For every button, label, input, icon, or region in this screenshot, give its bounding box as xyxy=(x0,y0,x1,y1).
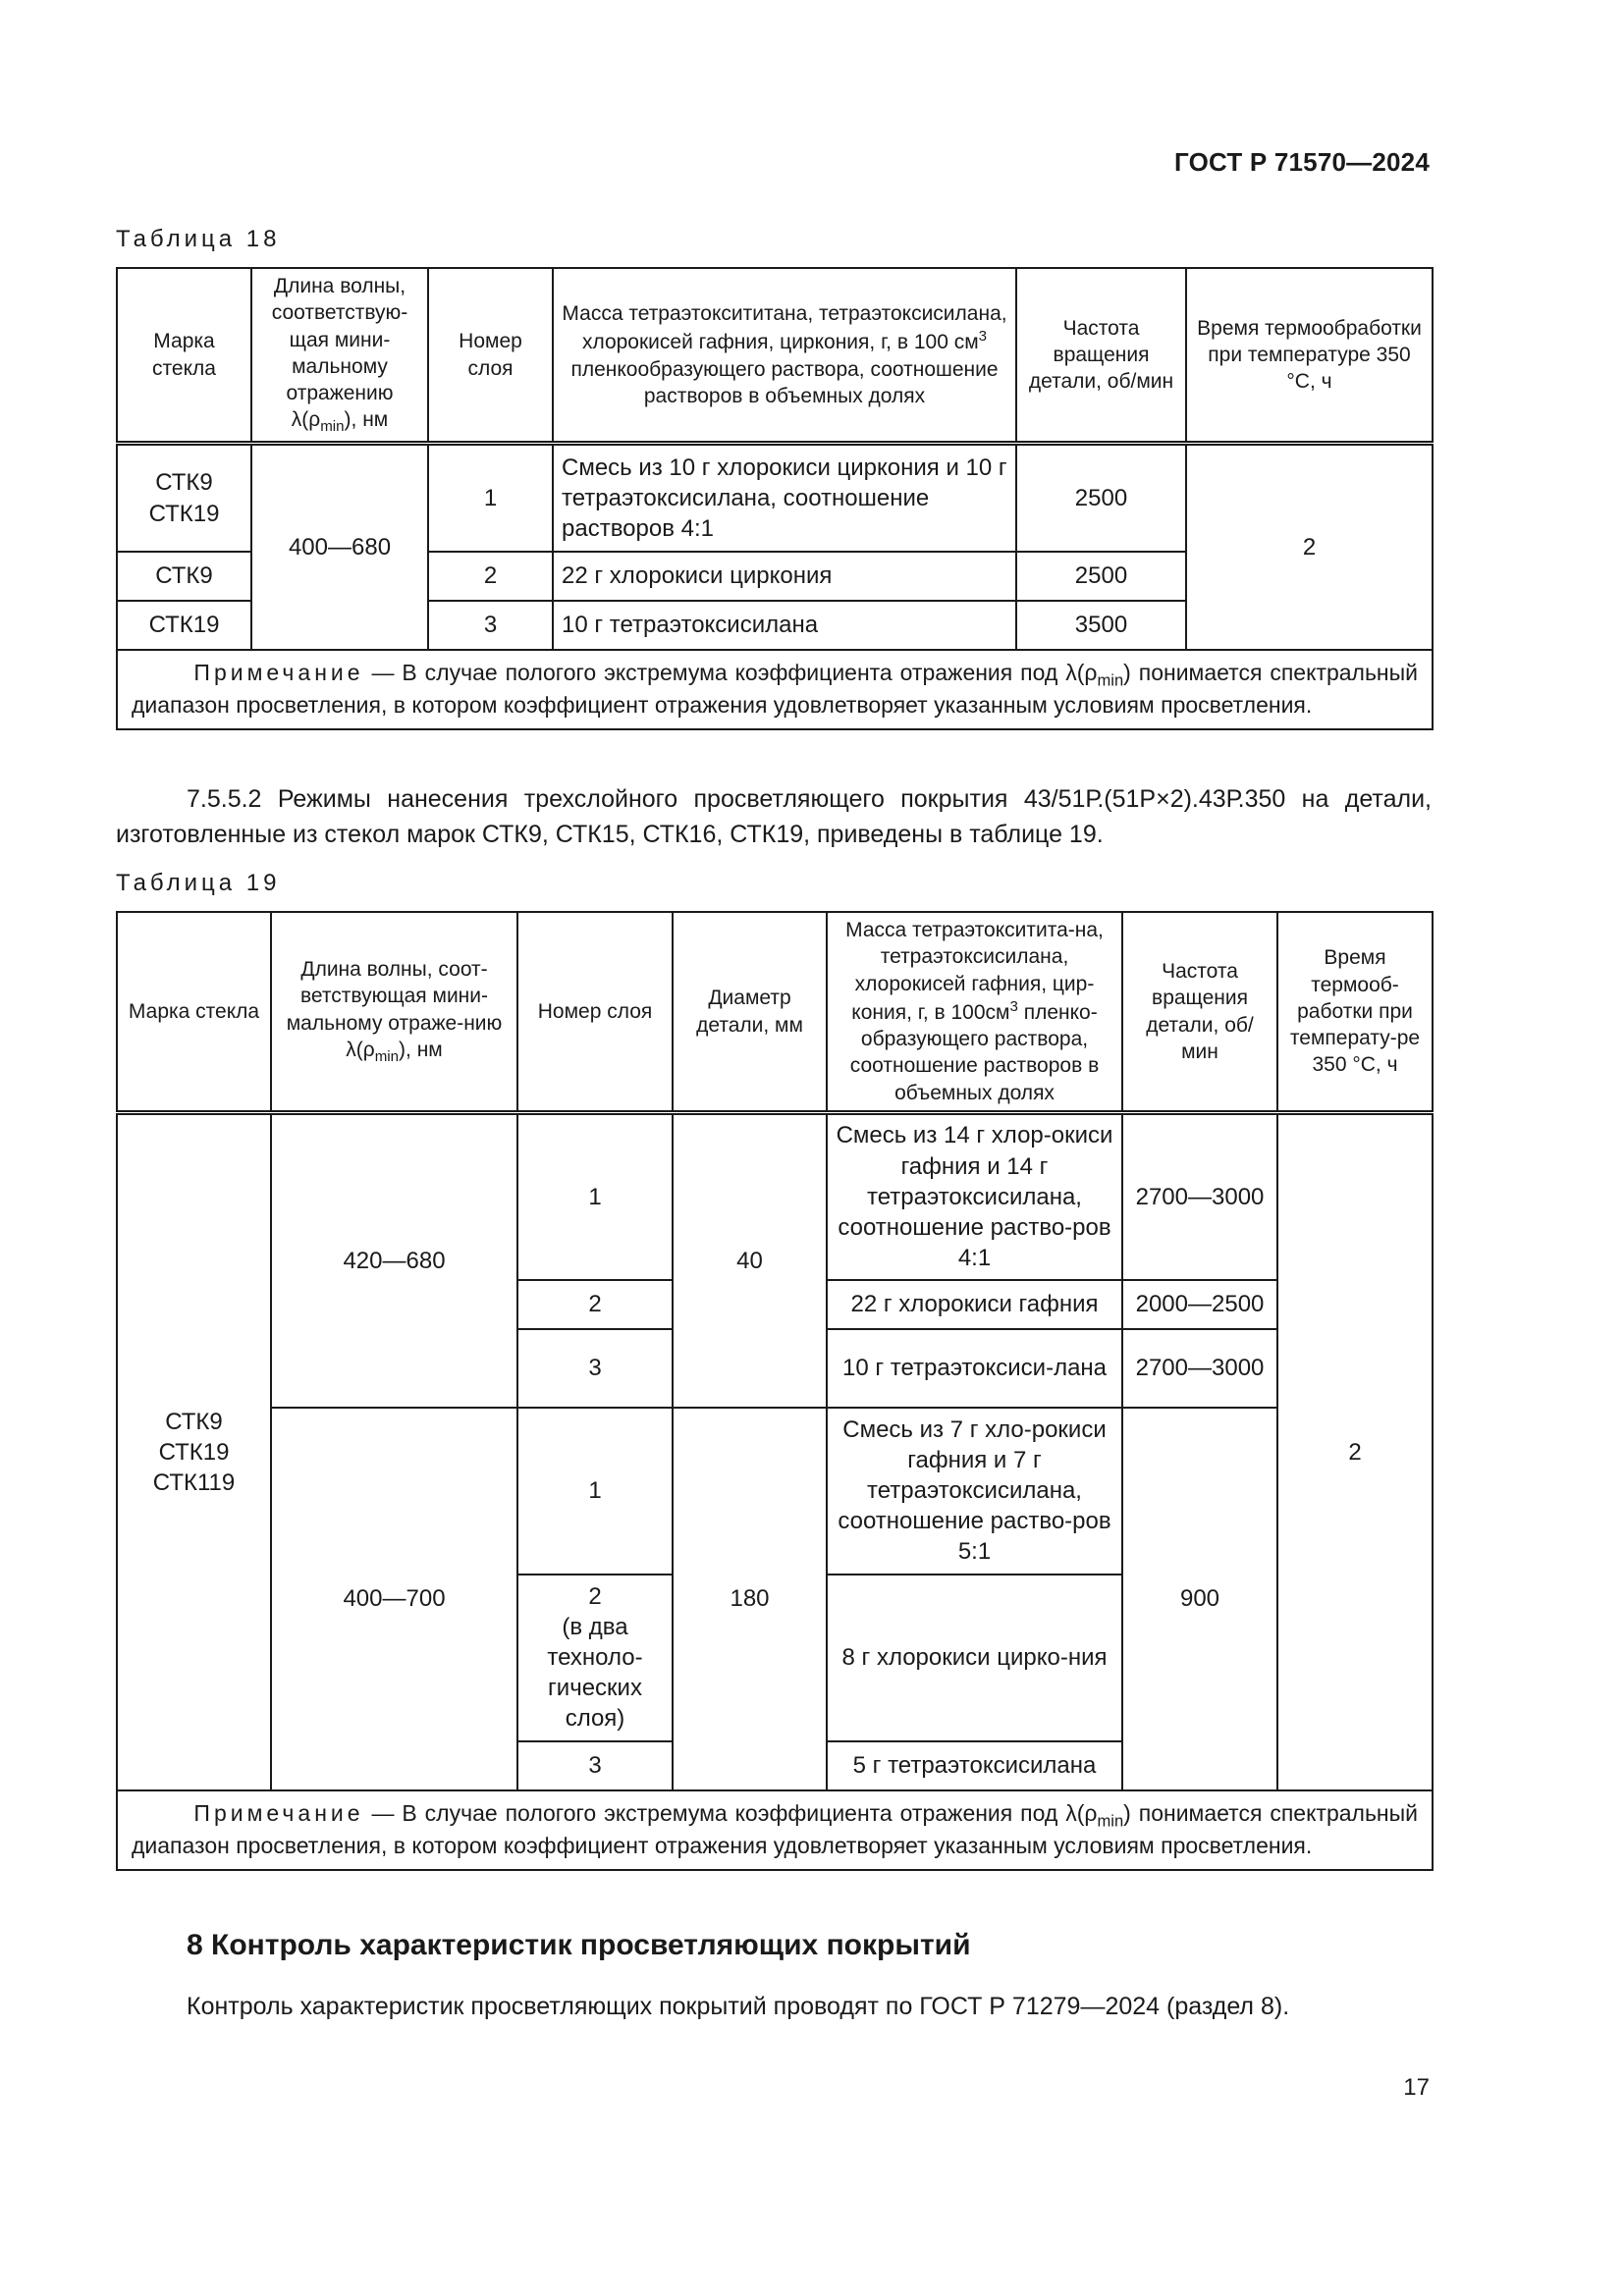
header-glass: Марка стекла xyxy=(117,268,251,444)
layer-cell: 2 xyxy=(517,1280,673,1329)
table-18-header-row xyxy=(117,268,1433,444)
wavelength-cell: 400—680 xyxy=(251,444,428,650)
layer-cell: 2 xyxy=(428,552,553,601)
glass-cell: СТК19 xyxy=(117,601,251,650)
mass-cell: Смесь из 10 г хлорокиси циркония и 10 г тетраэтоксисилана, соотношение растворов 4:1 xyxy=(553,444,1016,552)
page-number: 17 xyxy=(1403,2074,1430,2101)
header-mass: Масса тетраэтоксититана, тетраэтоксисилана, хлорокисей гафния, циркония, г, в 100 $см^3$ пленкообразующего раствора, соотношение растворов в объемных долях xyxy=(553,268,1016,444)
table-19-note: Примечание — В случае пологого экстремума коэффициента отражения под $\lambda(\rho_{min})$ понимается спектральный диапазон просветления, в котором коэффициент отражения удовлетворяет указанным условиям просветления. xyxy=(117,1790,1433,1870)
table-19 xyxy=(116,911,1434,1871)
header-layer: Номер слоя xyxy=(428,268,553,444)
wavelength-cell: 400—700 xyxy=(271,1408,517,1790)
mass-cell: 22 г хлорокиси циркония xyxy=(553,552,1016,601)
header-diameter: Диаметр детали, мм xyxy=(673,912,827,1113)
table-row xyxy=(117,1113,1433,1280)
header-frequency: Частота вращения детали, об/мин xyxy=(1122,912,1277,1113)
mass-cell: 10 г тетраэтоксиси-лана xyxy=(827,1329,1122,1408)
glass-cell: СТК9 СТК19 СТК119 xyxy=(117,1113,271,1790)
layer-cell: 3 xyxy=(517,1329,673,1408)
header-wavelength: Длина волны, соот-ветствующая мини-мальному отраже-нию $\lambda(\rho_{min})$, нм xyxy=(271,912,517,1113)
table-19-caption: Таблица 19 xyxy=(116,870,281,896)
heat-time-cell: 2 xyxy=(1186,444,1433,650)
header-heat-time: Время термооб-работки при температу-ре 350 °С, ч xyxy=(1277,912,1433,1113)
layer-cell: 3 xyxy=(517,1741,673,1790)
header-layer: Номер слоя xyxy=(517,912,673,1113)
mass-cell: 22 г хлорокиси гафния xyxy=(827,1280,1122,1329)
table-row xyxy=(117,444,1433,552)
table-row xyxy=(117,1408,1433,1575)
frequency-cell: 3500 xyxy=(1016,601,1186,650)
header-heat-time: Время термообработки при температуре 350 °С, ч xyxy=(1186,268,1433,444)
glass-cell: СТК9 СТК19 xyxy=(117,444,251,552)
section-8-text: Контроль характеристик просветляющих покрытий проводят по ГОСТ Р 71279—2024 (раздел 8). xyxy=(187,1993,1290,2020)
header-mass: Масса тетраэтокситита-на, тетраэтоксисилана, хлорокисей гафния, цир-кония, г, в $100см^3$ пленко-образующего раствора, соотношение растворов в объемных долях xyxy=(827,912,1122,1113)
frequency-cell: 900 xyxy=(1122,1408,1277,1790)
layer-cell: 3 xyxy=(428,601,553,650)
wavelength-cell: 420—680 xyxy=(271,1113,517,1408)
header-glass: Марка стекла xyxy=(117,912,271,1113)
glass-cell: СТК9 xyxy=(117,552,251,601)
table-19-note-row xyxy=(117,1790,1433,1870)
layer-cell: 1 xyxy=(517,1113,673,1280)
layer-cell: 1 xyxy=(517,1408,673,1575)
frequency-cell: 2700—3000 xyxy=(1122,1329,1277,1408)
table-18-note-row xyxy=(117,650,1433,729)
mass-cell: 5 г тетраэтоксисилана xyxy=(827,1741,1122,1790)
frequency-cell: 2500 xyxy=(1016,552,1186,601)
header-wavelength: Длина волны, соответствую-щая мини-мальному отражению $\lambda(\rho_{min})$, нм xyxy=(251,268,428,444)
diameter-cell: 40 xyxy=(673,1113,827,1408)
mass-cell: 10 г тетраэтоксисилана xyxy=(553,601,1016,650)
header-frequency: Частота вращения детали, об/мин xyxy=(1016,268,1186,444)
layer-cell: 1 xyxy=(428,444,553,552)
mass-cell: Смесь из 7 г хло-рокиси гафния и 7 г тетраэтоксисилана, соотношение раство-ров 5:1 xyxy=(827,1408,1122,1575)
paragraph-7-5-5-2: 7.5.5.2 Режимы нанесения трехслойного просветляющего покрытия 43/51Р.(51Р×2).43Р.350 на детали, изготовленные из стекол марок СТК9, СТК15, СТК16, СТК19, приведены в таблице 19. xyxy=(116,785,1432,849)
document-header: ГОСТ Р 71570—2024 xyxy=(1174,147,1430,177)
table-18-caption: Таблица 18 xyxy=(116,226,281,252)
table-18 xyxy=(116,267,1434,730)
diameter-cell: 180 xyxy=(673,1408,827,1790)
table-18-note: Примечание — В случае пологого экстремума коэффициента отражения под $\lambda(\rho_{min})$ понимается спектральный диапазон просветления, в котором коэффициент отражения удовлетворяет указанным условиям просветления. xyxy=(117,650,1433,729)
frequency-cell: 2500 xyxy=(1016,444,1186,552)
mass-cell: 8 г хлорокиси цирко-ния xyxy=(827,1575,1122,1741)
table-19-header-row xyxy=(117,912,1433,1113)
section-8-title: 8 Контроль характеристик просветляющих покрытий xyxy=(187,1929,971,1961)
heat-time-cell: 2 xyxy=(1277,1113,1433,1790)
frequency-cell: 2000—2500 xyxy=(1122,1280,1277,1329)
frequency-cell: 2700—3000 xyxy=(1122,1113,1277,1280)
mass-cell: Смесь из 14 г хлор-окиси гафния и 14 г тетраэтоксисилана, соотношение раство-ров 4:1 xyxy=(827,1113,1122,1280)
layer-cell: 2 (в два техноло-гических слоя) xyxy=(517,1575,673,1741)
